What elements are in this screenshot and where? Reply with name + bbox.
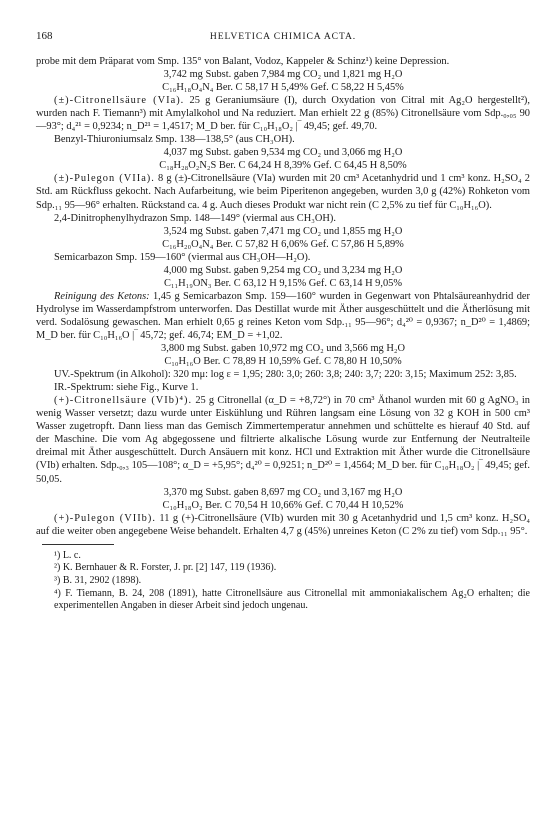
formula-line: C₁₆H₂₀O₄N₄ Ber. C 57,82 H 6,06% Gef. C 57,86 H 5,89% (162, 238, 404, 250)
compound-heading: (±)-Citronellsäure (VIa). (54, 95, 185, 107)
section-heading: Reinigung des Ketons: (54, 290, 150, 302)
paragraph-citronellsaeure-vlb (36, 394, 530, 485)
analysis-line: 3,800 mg Subst. gaben 10,972 mg CO₂ und 3,566 mg H₂O (161, 343, 405, 355)
page-number: 168 (36, 30, 53, 42)
semicarbazone-line: Semicarbazon Smp. 159—160° (viermal aus CH₃OH—H₂O). (54, 251, 311, 263)
paragraph-body: 25 g Citronellal (α_D = +8,72°) in 70 cm³ Äthanol wurden mit 60 g AgNO₃ in wenig Wasser versetzt; dazu wurde unter Eiskühlung und Rühren langsam eine Lösung von 32 g KOH in 500 cm³ Wasser zugetropft. Dann liess man das Gemisch Zimmertemperatur annehmen und schüttelte es hierauf 40 Std. auf der Maschine. Die vom Ag abgegossene und filtrierte alkalische Lösung wurde zur Entfernung der Neutralteile dreimal mit Äther ausgeschüttelt. Durch Ansäuern mit konz. HCl und Extraktion mit Äther wurde die Citronellsäure (VIb) erhalten. Sdp.₀,₃ 105—108°; α_D = +5,95°; d₄²⁰ = 0,9251; n_D²⁰ = 1,4564; M_D ber. für C₁₀H₁₈O₂ |‾ 49,45; gef. 50,05. (36, 395, 530, 485)
footnote-4: ⁴) F. Tiemann, B. 24, 208 (1891), hatte Citronellsäure aus Citronellal mit ammoniakalischem Ag₂O erhalten; die experimentellen Angaben in dieser Arbeit sind jedoch ungenau. (54, 587, 530, 612)
analysis-line: 4,037 mg Subst. gaben 9,534 mg CO₂ und 3,066 mg H₂O (163, 147, 403, 159)
paragraph-body: 25 g Geraniumsäure (I), durch Oxydation von Citral mit Ag₂O hergestellt²), wurden nach F. Tiemann³) mit Amylalkohol und Na reduziert. Man erhielt 22 g (85%) Citronellsäure vom Sdp.₀,₀₅ 90—93°; d₄²¹ = 0,9234; n_D²¹ = 1,4517; M_D ber. für C₁₀H₁₈O₂ |‾ 49,45; gef. 49,70. (36, 95, 530, 133)
journal-title: HELVETICA CHIMICA ACTA. (209, 31, 357, 42)
paragraph-body: 11 g (+)-Citronellsäure (VIb) wurden mit 30 g Acetanhydrid und 1,5 cm³ konz. H₂SO₄ auf die weiter oben angegebene Weise behandelt. Erhalten 4,7 g (45%) unreines Keton (C 2% zu tief) vom Sdp.₁₁ 95°. (36, 512, 530, 537)
footnote-2: ²) K. Bernhauer & R. Forster, J. pr. [2] 147, 119 (1936). (54, 562, 277, 574)
formula-line: C₁₁H₁₉ON₃ Ber. C 63,12 H 9,15% Gef. C 63,14 H 9,05% (163, 277, 403, 289)
thiuronium-salt-line: Benzyl-Thiuroniumsalz Smp. 138—138,5° (aus CH₃OH). (54, 134, 295, 146)
footnote-3: ³) B. 31, 2902 (1898). (54, 574, 142, 586)
hydrazone-line: 2,4-Dinitrophenylhydrazon Smp. 148—149° (viermal aus CH₃OH). (54, 212, 336, 224)
paragraph-body: 1,45 g Semicarbazon Smp. 159—160° wurden in Gegenwart von Phtalsäureanhydrid der Hydrolyse im Wasserdampfstrom unterworfen. Das Destillat wurde mit Äther ausgeschüttelt und die Ätherlösung mit verd. Sodalösung gewaschen. Man erhielt 0,65 g reines Keton vom Sdp.₁₁ 95—96°; d₄²⁰ = 0,9367; n_D²⁰ = 1,4869; M_D ber. für C₁₀H₁₆O |‾ 45,72; gef. 46,74; EM_D = +1,02. (36, 290, 530, 341)
compound-heading: (±)-Pulegon (VIIa). (54, 173, 155, 185)
analysis-line: 4,000 mg Subst. gaben 9,254 mg CO₂ und 3,234 mg H₂O (163, 264, 403, 276)
compound-heading: (+)-Pulegon (VIIb). (54, 512, 156, 524)
compound-heading: (+)-Citronellsäure (VIb)⁴). (54, 395, 193, 407)
uv-spectrum-line: UV.-Spektrum (in Alkohol): 320 mμ: log ε = 1,95; 280: 3,0; 260: 3,8; 240: 3,7; 220: 3,15; Maximum 252: 3,85. (54, 369, 517, 381)
paragraph-depression: probe mit dem Präparat vom Smp. 135° von Balant, Vodoz, Kappeler & Schinz¹) keine Depression. (36, 56, 450, 67)
formula-line: C₁₆H₁₈O₄N₄ Ber. C 58,17 H 5,49% Gef. C 58,22 H 5,45% (162, 82, 404, 94)
ir-spectrum-line: IR.-Spektrum: siehe Fig., Kurve 1. (54, 382, 199, 394)
footnote-divider (42, 544, 114, 545)
formula-line: C₁₀H₁₈O₂ Ber. C 70,54 H 10,66% Gef. C 70,44 H 10,52% (162, 499, 404, 511)
running-header (36, 30, 530, 44)
paragraph-body: 8 g (±)-Citronellsäure (VIa) wurden mit 20 cm³ Acetanhydrid und 1 cm³ konz. H₂SO₄ 2 Std. am Rückfluss gekocht. Nach Aufarbeitung, wie beim Piperitenon angegeben, wurden 3,0 g (42%) Rohketon vom Sdp.₁₁ 95—96° erhalten. Rückstand ca. 4 g. Auch dieses Produkt war nicht rein (C 2,5% zu tief für C₁₀H₁₆O). (36, 173, 531, 211)
analysis-line: 3,524 mg Subst. gaben 7,471 mg CO₂ und 1,855 mg H₂O (163, 225, 403, 237)
paragraph-pulegon-vllb (36, 512, 530, 538)
paragraph-reinigung (36, 290, 530, 342)
formula-line: C₁₈H₂₈O₂N₂S Ber. C 64,24 H 8,39% Gef. C 64,45 H 8,50% (159, 160, 407, 172)
analysis-line: 3,742 mg Subst. gaben 7,984 mg CO₂ und 1,821 mg H₂O (163, 69, 403, 81)
formula-line: C₁₀H₁₆O Ber. C 78,89 H 10,59% Gef. C 78,80 H 10,50% (164, 356, 402, 368)
paragraph-citronellsaeure-vla (36, 94, 530, 133)
footnote-1: ¹) L. c. (54, 549, 81, 561)
analysis-line: 3,370 mg Subst. gaben 8,697 mg CO₂ und 3,167 mg H₂O (163, 486, 403, 498)
paragraph-pulegon-vlla (36, 172, 530, 211)
